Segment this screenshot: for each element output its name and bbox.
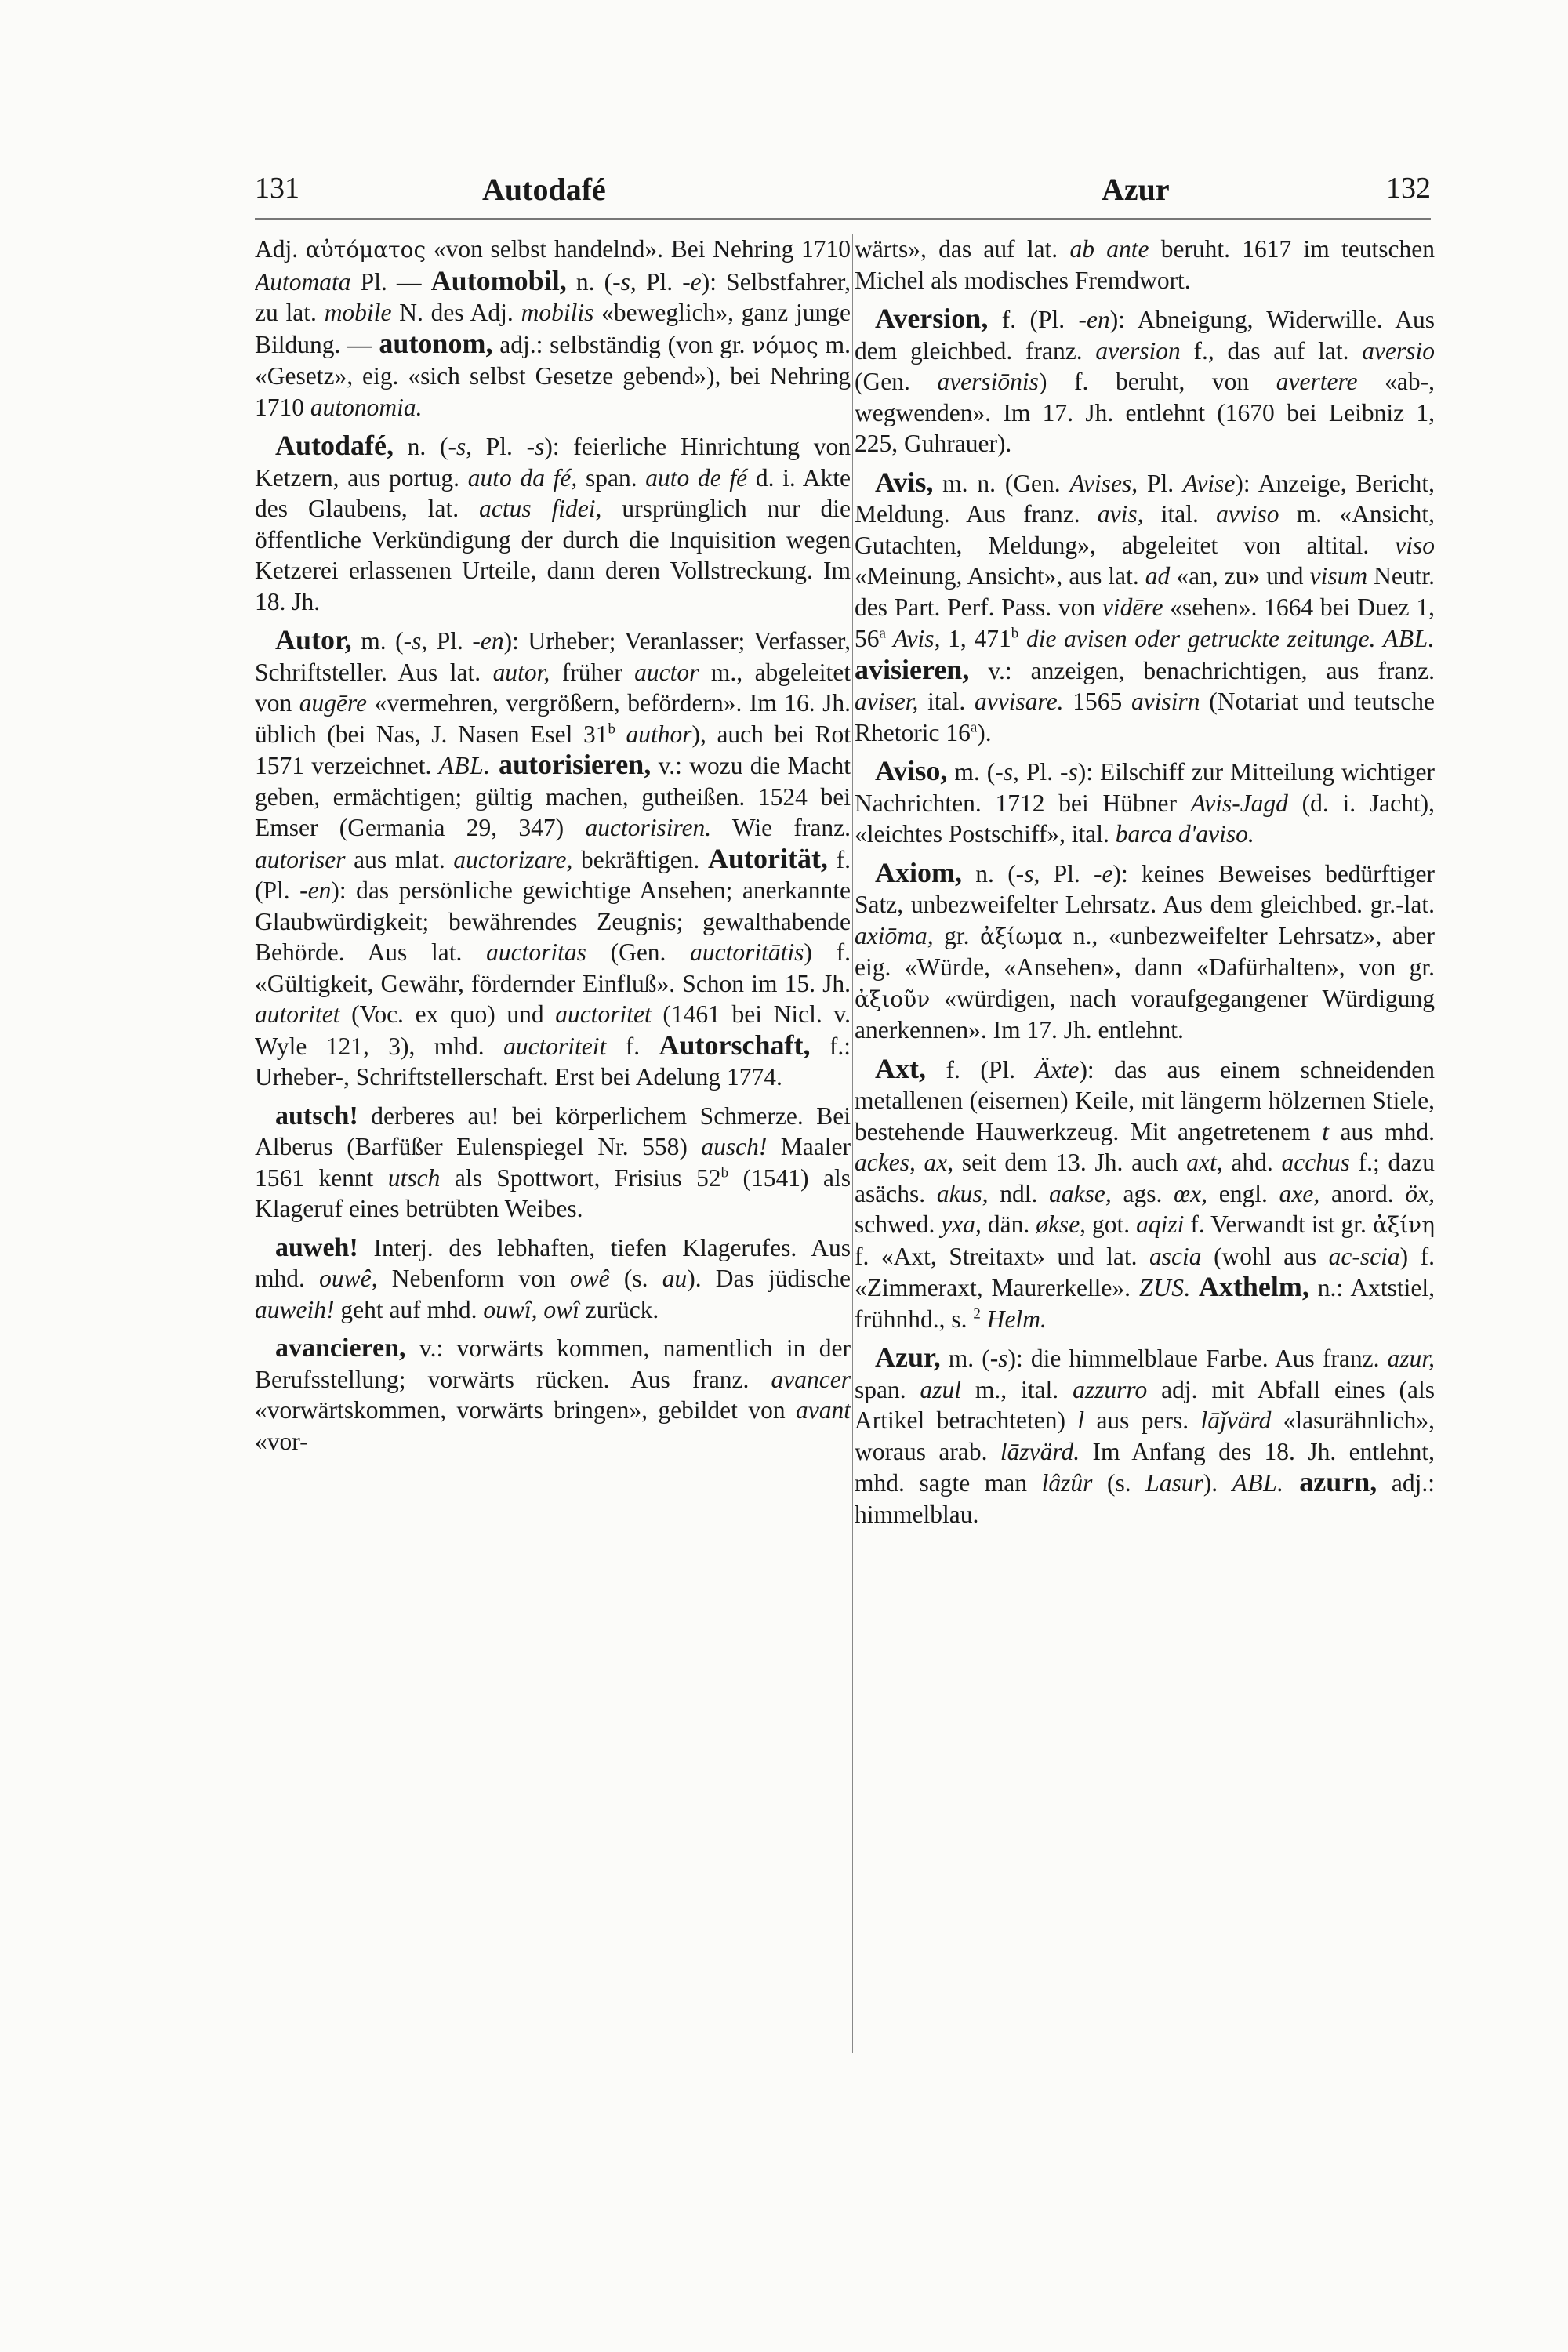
entry-auweh: auweh! Interj. des lebhaften, tiefen Klagerufes. Aus mhd. ouwê, Nebenform von owê (s. au). Das jüdische auweih! geht auf mhd. ouwî, owî zurück. bbox=[255, 1232, 851, 1323]
entry-aviso: Aviso, m. (-s, Pl. -s): Eilschiff zur Mitteilung wichtiger Nachrichten. 1712 bei Hübner Avis-Jagd (d. i. Jacht), «leichtes Postschiff», ital. barca d'aviso. bbox=[855, 755, 1435, 848]
lemma-axthelm: Axthelm, bbox=[1190, 1271, 1309, 1302]
lemma-avisieren: avisieren, bbox=[855, 653, 970, 685]
lemma-autorschaft: Autorschaft, bbox=[659, 1029, 811, 1061]
entry-autor: Autor, m. (-s, Pl. -en): Urheber; Veranlasser; Verfasser, Schriftsteller. Aus lat. autor, früher auctor m., abgeleitet von augēre «vermehren, vergrößern, befördern». Im 16. Jh. üblich (bei Nas, J. Nasen Esel 31$^b$ author), auch bei Rot 1571 verzeichnet. ABL. autorisieren, v.: wozu die Macht geben, ermächtigen; gültig machen, gutheißen. 1524 bei Emser (Germania 29, 347) auctorisiren. Wie franz. autoriser aus mlat. auctorizare, bekräftigen. Autorität, f. (Pl. -en): das persönliche gewichtige Ansehen; anerkannte Glaubwürdigkeit; bewährendes Zeugnis; gewalthabende Behörde. Aus lat. auctoritas (Gen. auctoritātis) f. «Gültigkeit, Gewähr, fördernder Einfluß». Schon im 15. Jh. autoritet (Voc. ex quo) und auctoritet (1461 bei Nicl. v. Wyle 121, 3), mhd. auctoriteit f. Autorschaft, f.: Urheber-, Schriftstellerschaft. Erst bei Adelung 1774. bbox=[255, 624, 851, 1091]
left-column bbox=[255, 234, 851, 2264]
lemma-avancieren: avancieren, bbox=[275, 1334, 406, 1363]
left-running-headword: Autodafé bbox=[482, 172, 606, 207]
lemma-automobil: Automobil, bbox=[430, 264, 567, 296]
entry-axiom: Axiom, n. (-s, Pl. -e): keines Beweises bedürftiger Satz, unbezweifelter Lehrsatz. Aus dem gleichbed. gr.-lat. axiōma, gr. ἀξίωμα n., «unbezweifelter Lehrsatz», aber eig. «Würde, «Ansehen», dann «Dafürhalten», von gr. ἀξιοῦν «würdigen, nach voraufgegangener Würdigung anerkennen». Im 17. Jh. entlehnt. bbox=[855, 856, 1435, 1044]
lemma-autodafe: Autodafé, bbox=[275, 430, 394, 461]
lemma-autonom: autonom, bbox=[379, 327, 493, 359]
page-header bbox=[255, 171, 1431, 218]
lemma-auweh: auweh! bbox=[275, 1232, 358, 1262]
entry-autodafe: Autodafé, n. (-s, Pl. -s): feierliche Hinrichtung von Ketzern, aus portug. auto da fé, span. auto de fé d. i. Akte des Glaubens, lat. actus fidei, ursprünglich nur die öffentliche Verkündigung der durch die Inquisition wegen Ketzerei erlassenen Urteile, dann deren Vollstreckung. Im 18. Jh. bbox=[255, 430, 851, 615]
left-page-number: 131 bbox=[255, 172, 299, 205]
lemma-axt: Axt, bbox=[875, 1052, 926, 1084]
right-running-headword: Azur bbox=[1102, 172, 1170, 207]
column-divider bbox=[852, 234, 853, 2053]
lemma-autor: Autor, bbox=[275, 624, 352, 655]
lemma-avis: Avis, bbox=[875, 466, 934, 498]
entry-continuation-avancieren: wärts», das auf lat. ab ante beruht. 1617 im teutschen Michel als modisches Fremdwort. bbox=[855, 235, 1435, 294]
lemma-autorisieren: autorisieren, bbox=[490, 749, 652, 780]
entry-aversion: Aversion, f. (Pl. -en): Abneigung, Widerwille. Aus dem gleichbed. franz. aversion f., das auf lat. aversio (Gen. aversiōnis) f. beruht, von avertere «ab-, wegwenden». Im 17. Jh. entlehnt (1670 bei Leibniz 1, 225, Guhrauer). bbox=[855, 303, 1435, 457]
lemma-autsch: autsch! bbox=[275, 1101, 358, 1131]
right-column bbox=[855, 234, 1435, 2264]
lemma-aviso: Aviso, bbox=[875, 755, 948, 786]
lemma-aversion: Aversion, bbox=[875, 303, 989, 334]
lemma-axiom: Axiom, bbox=[875, 856, 962, 888]
entry-autsch: autsch! derberes au! bei körperlichem Schmerze. Bei Alberus (Barfüßer Eulenspiegel Nr. 558) ausch! Maaler 1561 kennt utsch als Spottwort, Frisius 52$^b$ (1541) als Klageruf eines betrübten Weibes. bbox=[255, 1101, 851, 1222]
lemma-azur: Azur, bbox=[875, 1341, 941, 1373]
entry-azur: Azur, m. (-s): die himmelblaue Farbe. Aus franz. azur, span. azul m., ital. azzurro adj. mit Abfall eines (als Artikel betrachteten) l aus pers. lāǰvärd «lasurähnlich», woraus arab. lāzvärd. Im Anfang des 18. Jh. entlehnt, mhd. sagte man lâzûr (s. Lasur). ABL. azurn, adj.: himmelblau. bbox=[855, 1341, 1435, 1528]
entry-continuation-automat: Adj. αὐτόματος «von selbst handelnd». Bei Nehring 1710 Automata Pl. — Automobil, n. (-s, Pl. -e): Selbstfahrer, zu lat. mobile N. des Adj. mobilis «beweglich», ganz junge Bildung. — autonom, adj.: selbständig (von gr. νόμος m. «Gesetz», eig. «sich selbst Gesetze gebend»), bei Nehring 1710 autonomia. bbox=[255, 235, 851, 421]
entry-axt: Axt, f. (Pl. Äxte): das aus einem schneidenden metallenen (eisernen) Keile, mit längerm hölzernen Stiele, bestehende Hauwerkzeug. Mit angetretenem t aus mhd. ackes, ax, seit dem 13. Jh. auch axt, ahd. acchus f.; dazu asächs. akus, ndl. aakse, ags. œx, engl. axe, anord. öx, schwed. yxa, dän. økse, got. aqizi f. Verwandt ist gr. ἀξίνη f. «Axt, Streitaxt» und lat. ascia (wohl aus ac-scia) f. «Zimmeraxt, Maurerkelle». ZUS. Axthelm, n.: Axtstiel, frühnhd., s. $^2$ Helm. bbox=[855, 1052, 1435, 1333]
lemma-autoritaet: Autorität, bbox=[707, 842, 828, 874]
entry-avis: Avis, m. n. (Gen. Avises, Pl. Avise): Anzeige, Bericht, Meldung. Aus franz. avis, ital. avviso m. «Ansicht, Gutachten, Meldung», abgeleitet von altital. viso «Meinung, Ansicht», aus lat. ad «an, zu» und visum Neutr. des Part. Perf. Pass. von vidēre «sehen». 1664 bei Duez 1, 56$^a$ Avis, 1, 471$^b$ die avisen oder getruckte zeitunge. ABL. avisieren, v.: anzeigen, benachrichtigen, aus franz. aviser, ital. avvisare. 1565 avisirn (Notariat und teutsche Rhetoric 16$^a$). bbox=[855, 466, 1435, 746]
header-rule bbox=[255, 218, 1431, 220]
right-page-number: 132 bbox=[1386, 172, 1431, 205]
lemma-azurn: azurn, bbox=[1283, 1466, 1377, 1497]
entry-avancieren: avancieren, v.: vorwärts kommen, namentlich in der Berufsstellung; vorwärts rücken. Aus franz. avancer «vorwärtskommen, vorwärts bringen», gebildet von avant «vor- bbox=[255, 1334, 851, 1455]
